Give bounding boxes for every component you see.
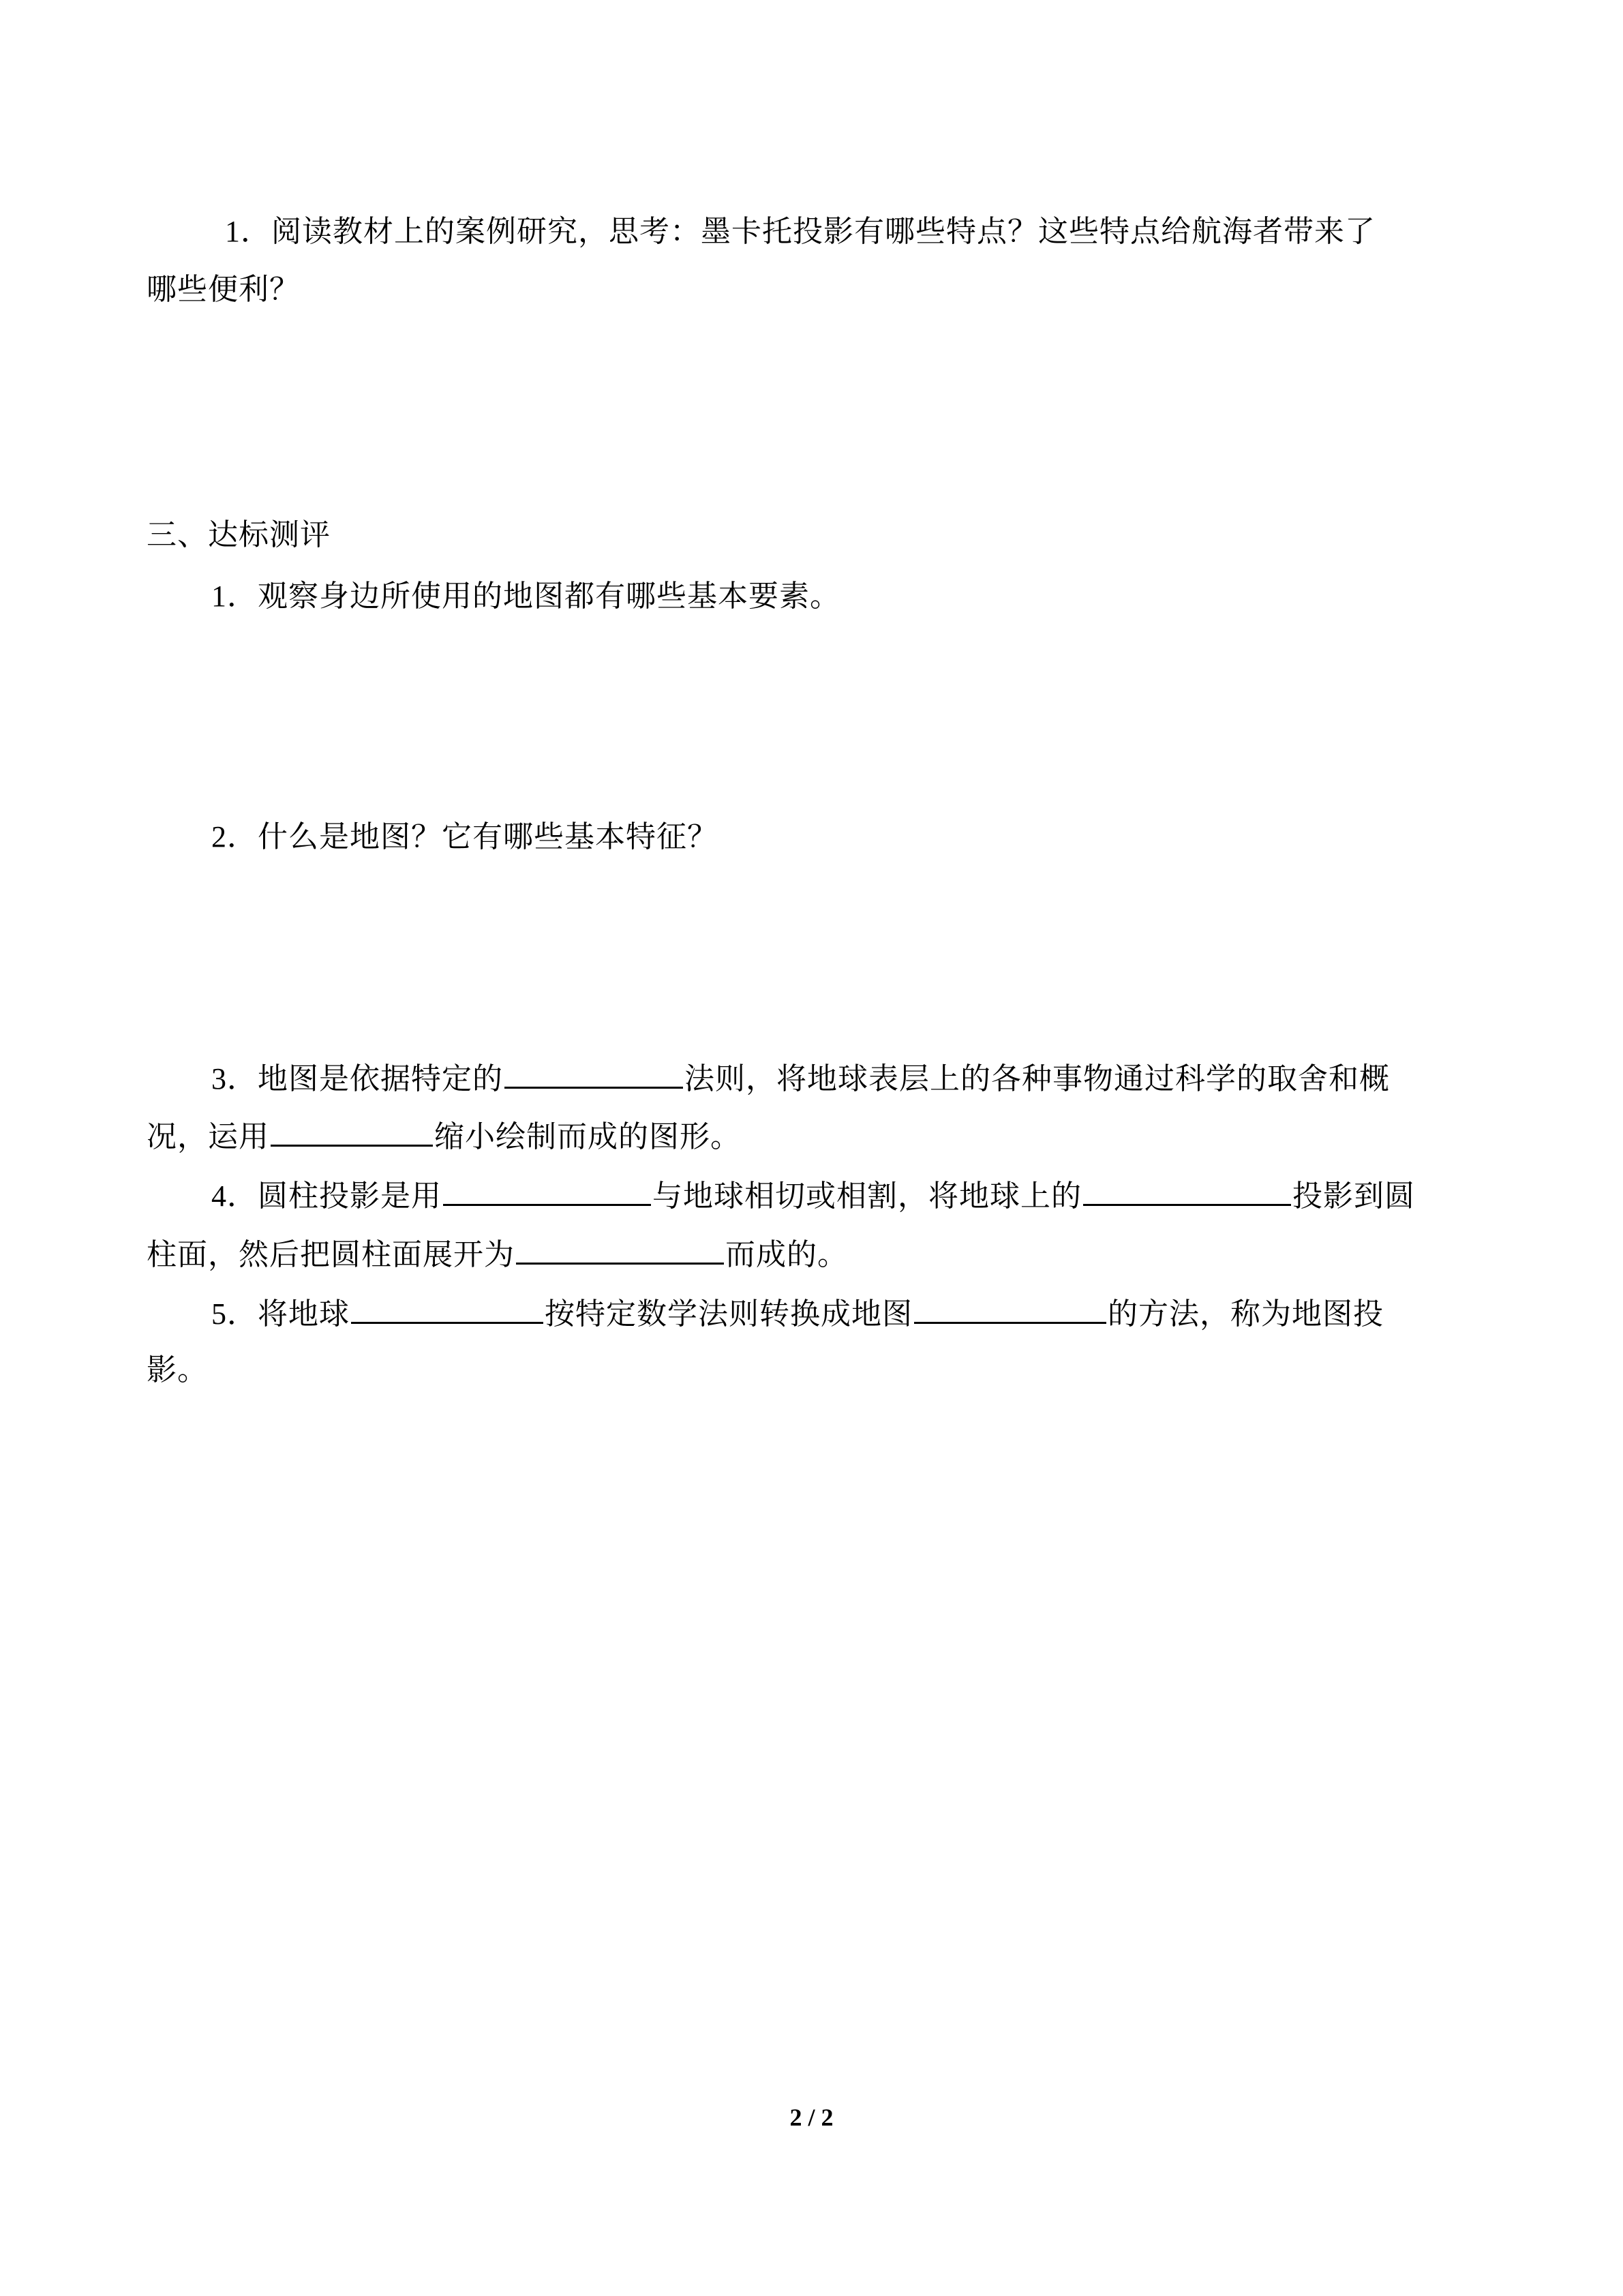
q3-blank-1[interactable] xyxy=(504,1057,683,1089)
q3-blank-2[interactable] xyxy=(271,1115,433,1147)
q4-text-3: 投影到圆 xyxy=(1292,1179,1415,1213)
q5-text-2: 按特定数学法则转换成地图 xyxy=(545,1297,913,1331)
q5-blank-2[interactable] xyxy=(914,1292,1106,1324)
q3-text-4: 缩小绘制而成的图形。 xyxy=(434,1120,741,1153)
q4-text-5: 而成的。 xyxy=(725,1238,848,1271)
q4-blank-1[interactable] xyxy=(443,1174,651,1206)
q4-blank-2[interactable] xyxy=(1083,1174,1291,1206)
page-number: 2 / 2 xyxy=(789,2104,834,2131)
q3-text-2: 法则，将地球表层上的各种事物通过科学的取舍和概 xyxy=(684,1062,1390,1096)
q4-blank-3[interactable] xyxy=(516,1233,724,1265)
q4-text-1: 4．圆柱投影是用 xyxy=(211,1179,442,1213)
section-heading-assessment: 三、达标测评 xyxy=(147,518,331,552)
assessment-question-5-line1 xyxy=(211,1292,1384,1335)
assessment-question-4-line1 xyxy=(211,1174,1415,1217)
assessment-question-3-line2 xyxy=(147,1115,741,1158)
assessment-question-1: 1．观察身边所使用的地图都有哪些基本要素。 xyxy=(211,579,840,613)
assessment-question-2: 2．什么是地图？它有哪些基本特征？ xyxy=(211,820,718,854)
q5-text-3: 的方法，称为地图投 xyxy=(1108,1297,1384,1331)
reflection-question-1-line1: 1．阅读教材上的案例研究，思考：墨卡托投影有哪些特点？这些特点给航海者带来了 xyxy=(225,215,1376,248)
q3-text-3: 况，运用 xyxy=(147,1120,269,1153)
q3-text-1: 3．地图是依据特定的 xyxy=(211,1062,503,1096)
assessment-question-5-line2: 影。 xyxy=(147,1353,208,1387)
q4-text-2: 与地球相切或相割，将地球上的 xyxy=(652,1179,1082,1213)
q4-text-4: 柱面，然后把圆柱面展开为 xyxy=(147,1238,515,1271)
assessment-question-4-line2 xyxy=(147,1233,848,1275)
assessment-question-3-line1 xyxy=(211,1057,1390,1100)
q5-blank-1[interactable] xyxy=(351,1292,543,1324)
q5-text-1: 5．将地球 xyxy=(211,1297,350,1331)
reflection-question-1-line2: 哪些便利？ xyxy=(147,273,300,306)
